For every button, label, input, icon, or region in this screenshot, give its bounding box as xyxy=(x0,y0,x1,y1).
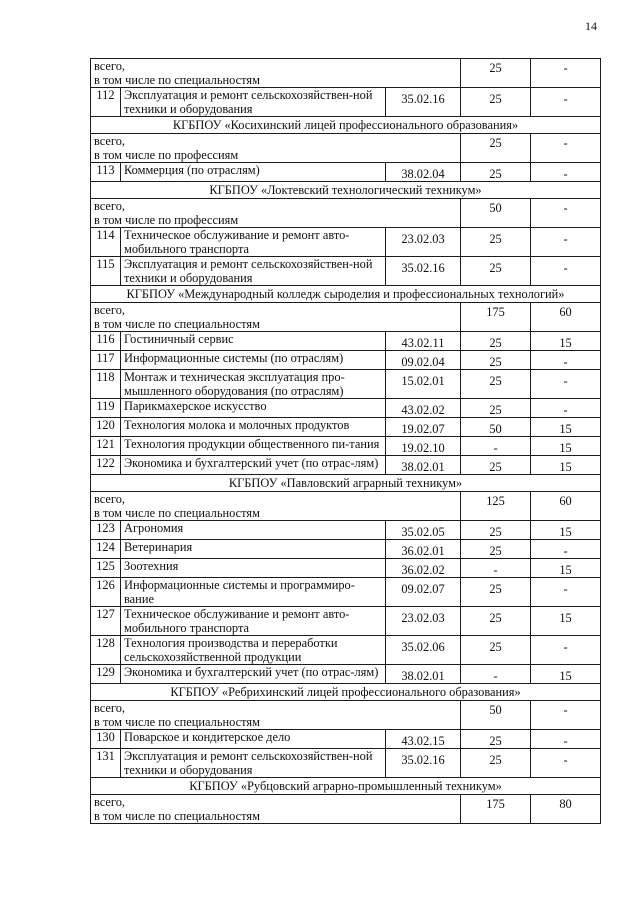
total-value-2: - xyxy=(531,701,601,730)
value-2: - xyxy=(531,370,601,399)
total-label-line2: в том числе по специальностям xyxy=(94,715,260,729)
specialty-name: Технология молока и молочных продуктов xyxy=(121,418,386,437)
admission-plan-table xyxy=(90,58,601,824)
total-label xyxy=(91,134,461,163)
specialty-name: Зоотехния xyxy=(121,559,386,578)
specialty-code: 35.02.05 xyxy=(386,521,461,540)
value-2: - xyxy=(531,578,601,607)
value-1: 25 xyxy=(461,370,531,399)
table-row xyxy=(91,665,601,684)
specialty-name: Агрономия xyxy=(121,521,386,540)
value-2: - xyxy=(531,399,601,418)
value-1: 25 xyxy=(461,578,531,607)
table-row xyxy=(91,418,601,437)
total-label-line2: в том числе по специальностям xyxy=(94,317,260,331)
value-2: 15 xyxy=(531,437,601,456)
table-row xyxy=(91,730,601,749)
total-row xyxy=(91,303,601,332)
value-1: 25 xyxy=(461,521,531,540)
table-row xyxy=(91,749,601,778)
value-1: 25 xyxy=(461,636,531,665)
value-2: 15 xyxy=(531,418,601,437)
specialty-code: 35.02.16 xyxy=(386,257,461,286)
table-row xyxy=(91,559,601,578)
table-row xyxy=(91,399,601,418)
row-number: 131 xyxy=(91,749,121,778)
specialty-name: Коммерция (по отраслям) xyxy=(121,163,386,182)
total-label-line1: всего, xyxy=(94,701,125,715)
specialty-code: 38.02.01 xyxy=(386,456,461,475)
row-number: 127 xyxy=(91,607,121,636)
specialty-code: 09.02.04 xyxy=(386,351,461,370)
specialty-name: Техническое обслуживание и ремонт авто-мобильного транспорта xyxy=(121,607,386,636)
value-2: 15 xyxy=(531,559,601,578)
specialty-name: Экономика и бухгалтерский учет (по отрас-лям) xyxy=(121,665,386,684)
value-2: - xyxy=(531,163,601,182)
value-2: - xyxy=(531,540,601,559)
row-number: 118 xyxy=(91,370,121,399)
row-number: 122 xyxy=(91,456,121,475)
row-number: 120 xyxy=(91,418,121,437)
specialty-name: Технология продукции общественного пи-тания xyxy=(121,437,386,456)
table-row xyxy=(91,521,601,540)
total-label xyxy=(91,303,461,332)
specialty-name: Информационные системы (по отраслям) xyxy=(121,351,386,370)
specialty-name: Монтаж и техническая эксплуатация про-мышленного оборудования (по отраслям) xyxy=(121,370,386,399)
specialty-name: Эксплуатация и ремонт сельскохозяйствен-ной техники и оборудования xyxy=(121,257,386,286)
organization-name: КГБПОУ «Ребрихинский лицей профессионального образования» xyxy=(91,684,601,701)
total-value-1: 125 xyxy=(461,492,531,521)
organization-row xyxy=(91,684,601,701)
total-value-2: - xyxy=(531,199,601,228)
row-number: 114 xyxy=(91,228,121,257)
total-label-line2: в том числе по профессиям xyxy=(94,213,239,227)
table-row xyxy=(91,456,601,475)
value-2: 15 xyxy=(531,665,601,684)
specialty-name: Эксплуатация и ремонт сельскохозяйствен-ной техники и оборудования xyxy=(121,749,386,778)
organization-name: КГБПОУ «Косихинский лицей профессионального образования» xyxy=(91,117,601,134)
value-1: 25 xyxy=(461,88,531,117)
specialty-code: 15.02.01 xyxy=(386,370,461,399)
row-number: 126 xyxy=(91,578,121,607)
total-label-line2: в том числе по специальностям xyxy=(94,506,260,520)
row-number: 123 xyxy=(91,521,121,540)
value-1: 25 xyxy=(461,730,531,749)
total-label-line1: всего, xyxy=(94,492,125,506)
value-1: 25 xyxy=(461,257,531,286)
specialty-code: 35.02.16 xyxy=(386,749,461,778)
value-1: 25 xyxy=(461,399,531,418)
total-label xyxy=(91,59,461,88)
value-1: - xyxy=(461,559,531,578)
table-row xyxy=(91,351,601,370)
organization-name: КГБПОУ «Рубцовский аграрно-промышленный техникум» xyxy=(91,778,601,795)
specialty-code: 23.02.03 xyxy=(386,607,461,636)
specialty-name: Эксплуатация и ремонт сельскохозяйствен-ной техники и оборудования xyxy=(121,88,386,117)
specialty-name: Техническое обслуживание и ремонт авто-мобильного транспорта xyxy=(121,228,386,257)
specialty-name: Технология производства и переработки сельскохозяйственной продукции xyxy=(121,636,386,665)
value-1: 25 xyxy=(461,456,531,475)
row-number: 125 xyxy=(91,559,121,578)
specialty-code: 36.02.02 xyxy=(386,559,461,578)
specialty-name: Парикмахерское искусство xyxy=(121,399,386,418)
row-number: 121 xyxy=(91,437,121,456)
value-2: - xyxy=(531,228,601,257)
value-1: 25 xyxy=(461,749,531,778)
specialty-code: 36.02.01 xyxy=(386,540,461,559)
specialty-code: 38.02.01 xyxy=(386,665,461,684)
total-value-1: 50 xyxy=(461,701,531,730)
total-value-2: 60 xyxy=(531,303,601,332)
value-1: 25 xyxy=(461,332,531,351)
total-row xyxy=(91,492,601,521)
total-label-line1: всего, xyxy=(94,134,125,148)
total-value-2: 80 xyxy=(531,795,601,824)
total-value-2: - xyxy=(531,134,601,163)
total-value-1: 50 xyxy=(461,199,531,228)
total-label-line2: в том числе по профессиям xyxy=(94,148,239,162)
row-number: 119 xyxy=(91,399,121,418)
row-number: 117 xyxy=(91,351,121,370)
value-2: - xyxy=(531,730,601,749)
value-1: 25 xyxy=(461,163,531,182)
row-number: 129 xyxy=(91,665,121,684)
total-label-line1: всего, xyxy=(94,59,125,73)
total-value-2: - xyxy=(531,59,601,88)
row-number: 115 xyxy=(91,257,121,286)
table-row xyxy=(91,88,601,117)
organization-row xyxy=(91,778,601,795)
total-label-line1: всего, xyxy=(94,199,125,213)
total-label-line1: всего, xyxy=(94,795,125,809)
total-value-1: 25 xyxy=(461,134,531,163)
table-row xyxy=(91,607,601,636)
value-1: 25 xyxy=(461,540,531,559)
specialty-name: Гостиничный сервис xyxy=(121,332,386,351)
row-number: 116 xyxy=(91,332,121,351)
value-2: 15 xyxy=(531,456,601,475)
table-row xyxy=(91,370,601,399)
table-row xyxy=(91,257,601,286)
page-number: 14 xyxy=(585,19,597,33)
value-1: - xyxy=(461,665,531,684)
value-2: 15 xyxy=(531,332,601,351)
total-label xyxy=(91,492,461,521)
row-number: 124 xyxy=(91,540,121,559)
specialty-code: 35.02.16 xyxy=(386,88,461,117)
specialty-code: 35.02.06 xyxy=(386,636,461,665)
row-number: 128 xyxy=(91,636,121,665)
total-label xyxy=(91,199,461,228)
value-2: - xyxy=(531,749,601,778)
total-label-line2: в том числе по специальностям xyxy=(94,809,260,823)
total-value-1: 25 xyxy=(461,59,531,88)
total-row xyxy=(91,134,601,163)
row-number: 130 xyxy=(91,730,121,749)
organization-name: КГБПОУ «Павловский аграрный техникум» xyxy=(91,475,601,492)
specialty-code: 43.02.02 xyxy=(386,399,461,418)
total-row xyxy=(91,701,601,730)
total-value-2: 60 xyxy=(531,492,601,521)
table-row xyxy=(91,163,601,182)
value-2: 15 xyxy=(531,607,601,636)
row-number: 112 xyxy=(91,88,121,117)
table-row xyxy=(91,437,601,456)
value-1: 25 xyxy=(461,607,531,636)
specialty-name: Экономика и бухгалтерский учет (по отрас-лям) xyxy=(121,456,386,475)
specialty-name: Информационные системы и программиро-вание xyxy=(121,578,386,607)
row-number: 113 xyxy=(91,163,121,182)
specialty-code: 43.02.15 xyxy=(386,730,461,749)
table-row xyxy=(91,332,601,351)
total-label xyxy=(91,701,461,730)
table-row xyxy=(91,578,601,607)
value-2: - xyxy=(531,351,601,370)
specialty-code: 19.02.10 xyxy=(386,437,461,456)
value-2: - xyxy=(531,257,601,286)
specialty-code: 23.02.03 xyxy=(386,228,461,257)
specialty-code: 19.02.07 xyxy=(386,418,461,437)
table-row xyxy=(91,228,601,257)
specialty-name: Ветеринария xyxy=(121,540,386,559)
total-row xyxy=(91,199,601,228)
table-row xyxy=(91,636,601,665)
value-1: - xyxy=(461,437,531,456)
value-1: 25 xyxy=(461,228,531,257)
value-2: 15 xyxy=(531,521,601,540)
specialty-code: 43.02.11 xyxy=(386,332,461,351)
total-value-1: 175 xyxy=(461,303,531,332)
value-2: - xyxy=(531,636,601,665)
organization-name: КГБПОУ «Локтевский технологический техникум» xyxy=(91,182,601,199)
total-value-1: 175 xyxy=(461,795,531,824)
specialty-code: 38.02.04 xyxy=(386,163,461,182)
value-2: - xyxy=(531,88,601,117)
total-label xyxy=(91,795,461,824)
total-row xyxy=(91,59,601,88)
total-row xyxy=(91,795,601,824)
total-label-line2: в том числе по специальностям xyxy=(94,73,260,87)
value-1: 50 xyxy=(461,418,531,437)
organization-name: КГБПОУ «Международный колледж сыроделия и профессиональных технологий» xyxy=(91,286,601,303)
organization-row xyxy=(91,286,601,303)
value-1: 25 xyxy=(461,351,531,370)
total-label-line1: всего, xyxy=(94,303,125,317)
specialty-code: 09.02.07 xyxy=(386,578,461,607)
organization-row xyxy=(91,117,601,134)
organization-row xyxy=(91,182,601,199)
table-row xyxy=(91,540,601,559)
organization-row xyxy=(91,475,601,492)
specialty-name: Поварское и кондитерское дело xyxy=(121,730,386,749)
